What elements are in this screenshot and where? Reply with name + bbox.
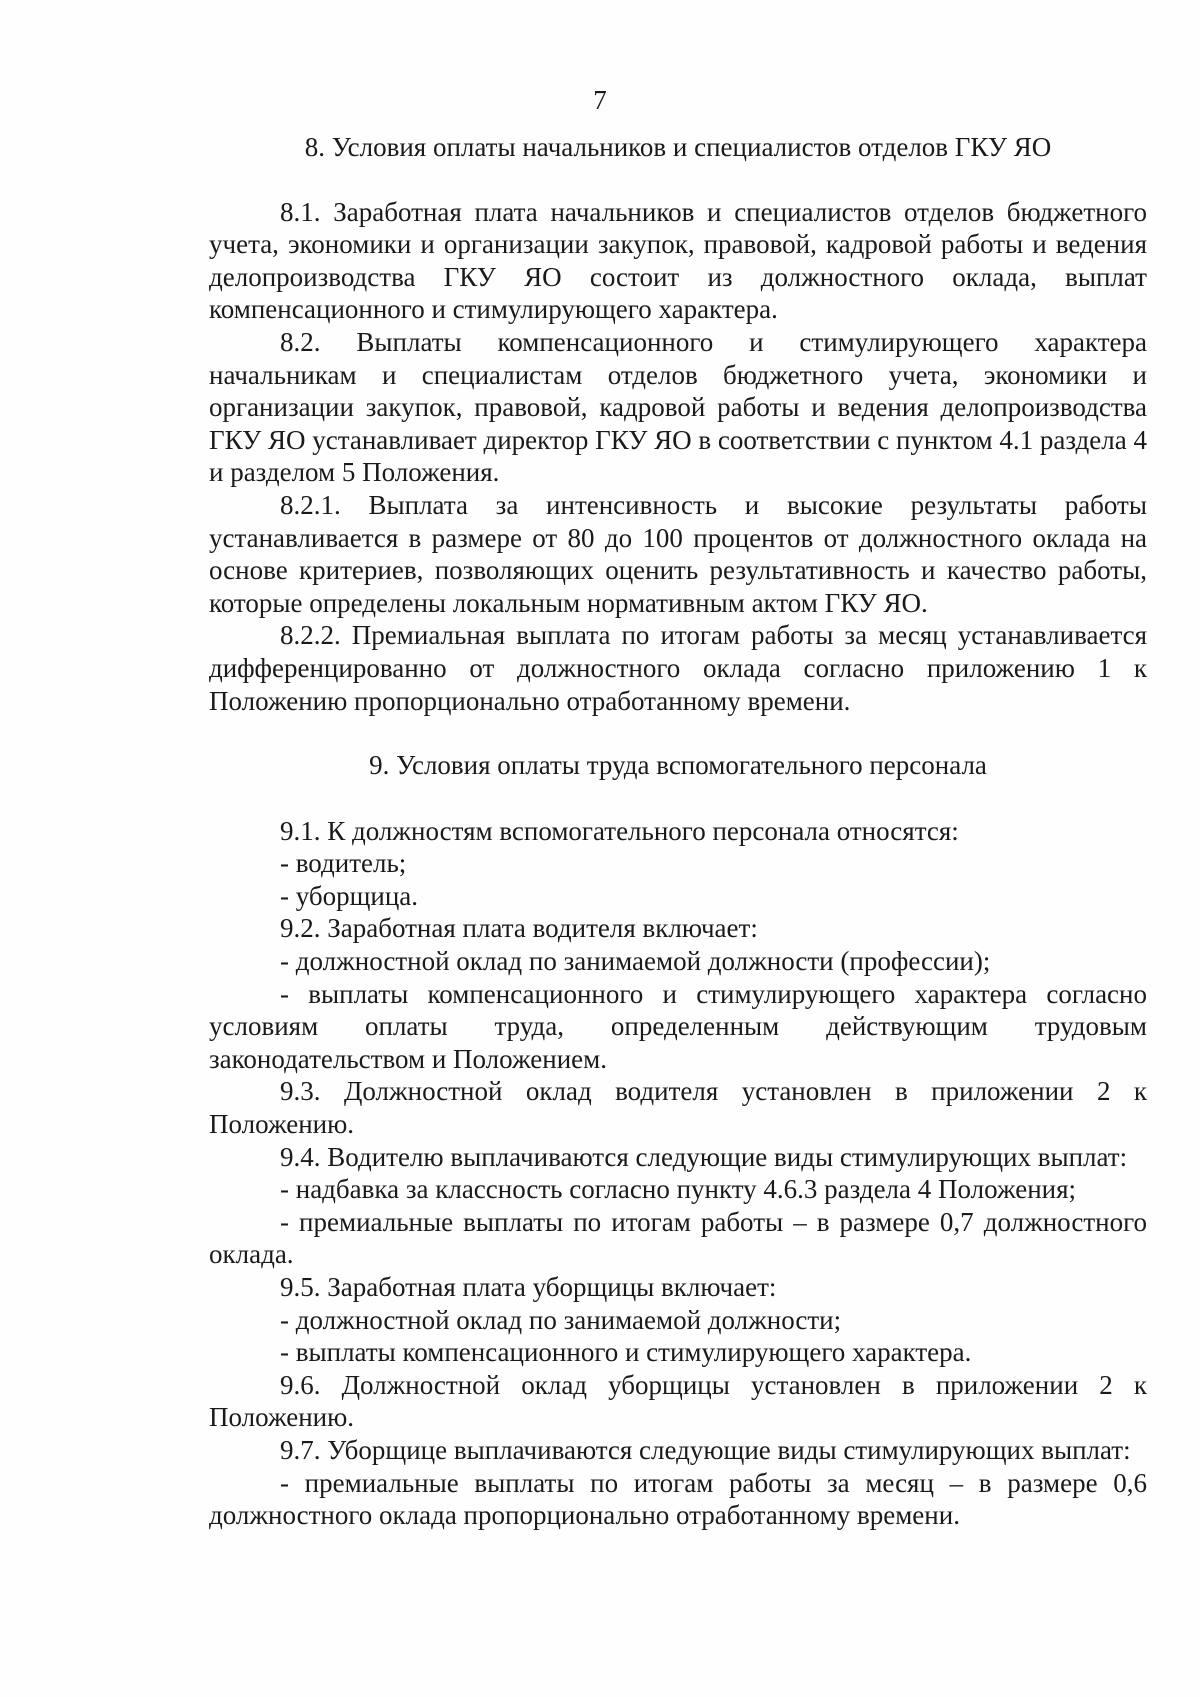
paragraph-8-2-2: 8.2.2. Премиальная выплата по итогам работы за месяц устанавливается дифференцированно от должностного оклада согласно приложению 1 к Положению пропорционально отработанному времени. <box>209 620 1147 716</box>
paragraph-9-4: 9.4. Водителю выплачиваются следующие виды стимулирующих выплат: <box>280 1141 1128 1172</box>
paragraph-8-2-1: 8.2.1. Выплата за интенсивность и высокие результаты работы устанавливается в размере от 80 до 100 процентов от должностного оклада на основе критериев, позволяющих оценить результативность и качество работы, которые определены локальным нормативным актом ГКУ ЯО. <box>209 489 1147 618</box>
list-item-cleaner: - уборщица. <box>280 880 419 911</box>
list-item-cleaner-salary: - должностной оклад по занимаемой должности; <box>280 1304 842 1335</box>
list-item-driver-salary: - должностной оклад по занимаемой должности (профессии); <box>280 946 991 977</box>
list-item-class-bonus: - надбавка за классность согласно пункту 4.6.3 раздела 4 Положения; <box>280 1174 1077 1205</box>
section-8-heading: 8. Условия оплаты начальников и специалистов отделов ГКУ ЯО <box>304 132 1052 162</box>
list-item-driver: - водитель; <box>280 848 407 879</box>
paragraph-9-7: 9.7. Уборщице выплачиваются следующие виды стимулирующих выплат: <box>280 1434 1131 1465</box>
document-body <box>209 131 1147 1532</box>
page-number: 7 <box>593 85 607 115</box>
paragraph-9-1: 9.1. К должностям вспомогательного персонала относятся: <box>280 815 959 846</box>
list-item-driver-premium: - премиальные выплаты по итогам работы – в размере 0,7 должностного оклада. <box>209 1206 1147 1270</box>
paragraph-8-2: 8.2. Выплаты компенсационного и стимулирующего характера начальникам и специалистам отделов бюджетного учета, экономики и организации закупок, правовой, кадровой работы и ведения делопроизводства ГКУ ЯО устанавливает директор ГКУ ЯО в соответствии с пунктом 4.1 раздела 4 и разделом 5 Положения. <box>209 326 1147 488</box>
list-item-cleaner-premium: - премиальные выплаты по итогам работы за месяц – в размере 0,6 должностного оклада пропорционально отработанному времени. <box>209 1467 1147 1531</box>
paragraph-9-6: 9.6. Должностной оклад уборщицы установлен в приложении 2 к Положению. <box>209 1369 1147 1433</box>
paragraph-9-3: 9.3. Должностной оклад водителя установлен в приложении 2 к Положению. <box>209 1076 1147 1140</box>
paragraph-9-5: 9.5. Заработная плата уборщицы включает: <box>280 1272 777 1302</box>
paragraph-8-1: 8.1. Заработная плата начальников и специалистов отделов бюджетного учета, экономики и организации закупок, правовой, кадровой работы и ведения делопроизводства ГКУ ЯО состоит из должностного оклада, выплат компенсационного и стимулирующего характера. <box>209 196 1147 325</box>
paragraph-9-2: 9.2. Заработная плата водителя включает: <box>280 913 758 944</box>
list-item-driver-payments: - выплаты компенсационного и стимулирующего характера согласно условиям оплаты труда, определенным действующим трудовым законодательством и Положением. <box>209 978 1147 1074</box>
list-item-cleaner-payments: - выплаты компенсационного и стимулирующего характера. <box>280 1337 972 1368</box>
section-9-heading: 9. Условия оплаты труда вспомогательного персонала <box>369 750 987 781</box>
